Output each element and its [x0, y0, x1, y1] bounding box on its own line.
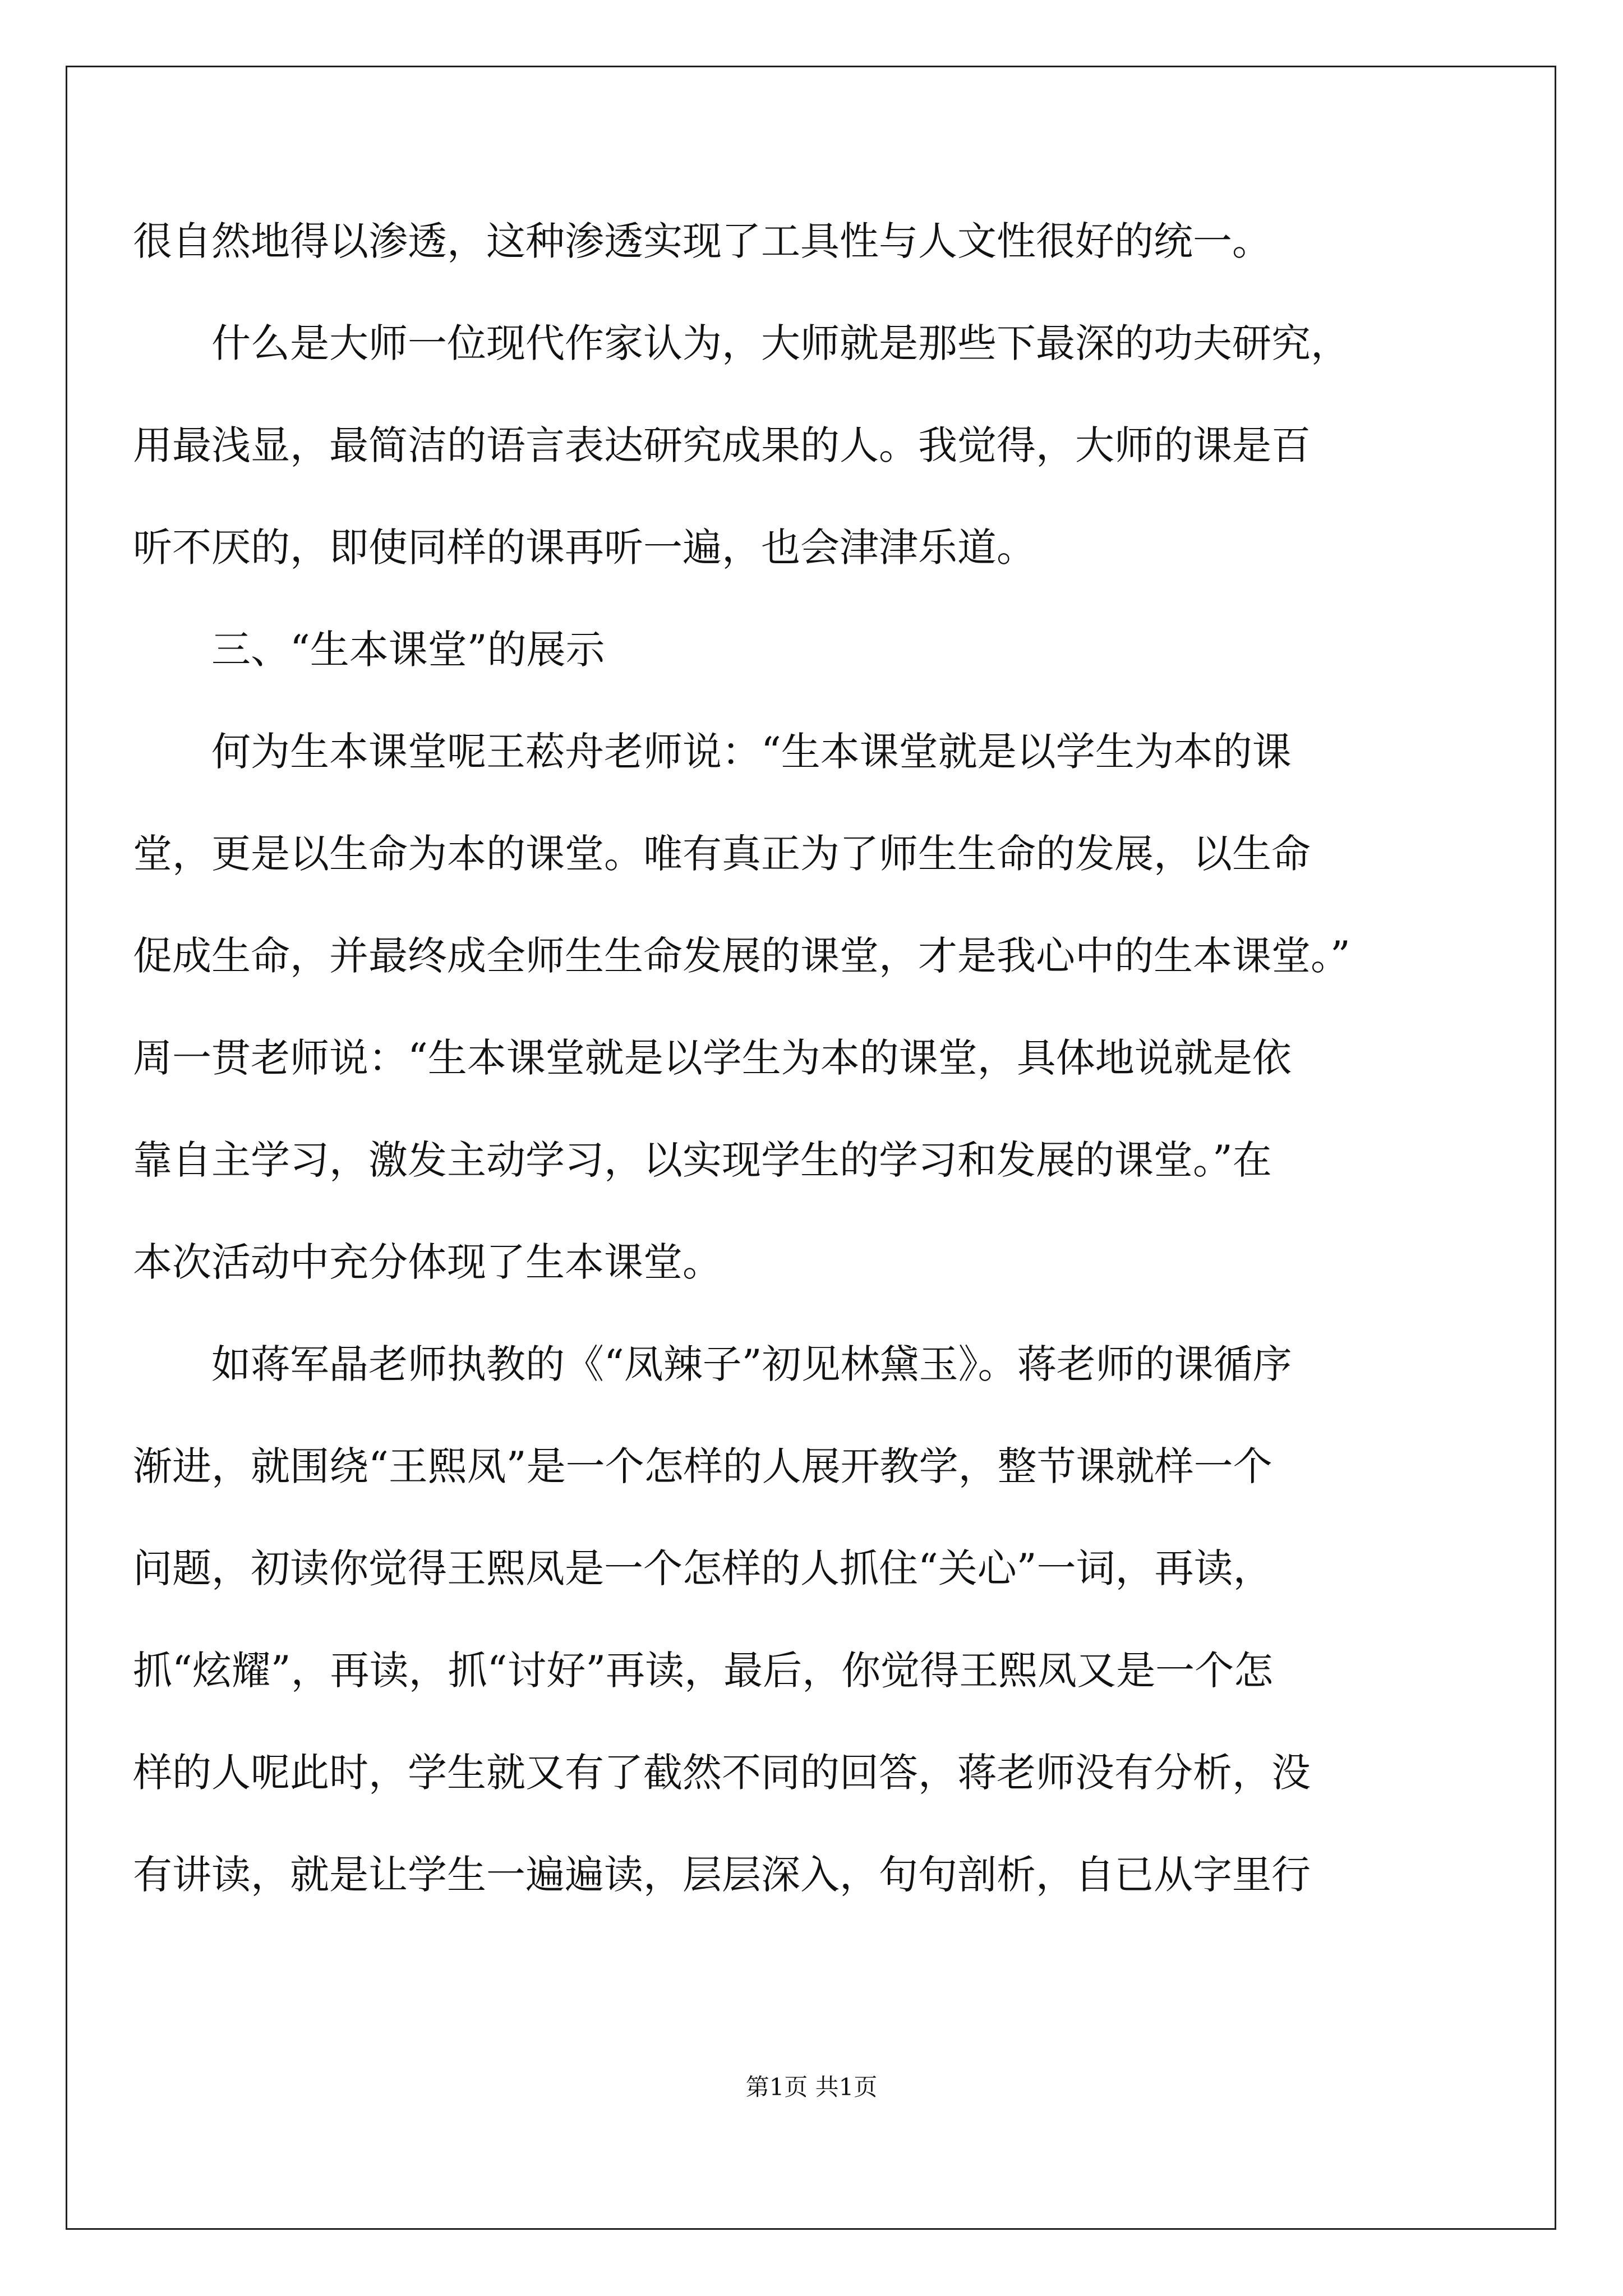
text-line: 用最浅显，最简洁的语言表达研究成果的人。我觉得，大师的课是百: [133, 422, 1311, 468]
text-line: 很自然地得以渗透，这种渗透实现了工具性与人文性很好的统一。: [133, 218, 1271, 264]
text-line: 靠自主学习，激发主动学习，以实现学生的学习和发展的课堂。”在: [133, 1137, 1272, 1183]
text-line: 如蒋军晶老师执教的《“凤辣子”初见林黛玉》。蒋老师的课循序: [211, 1341, 1292, 1387]
text-line: 样的人呢此时，学生就又有了截然不同的回答，蒋老师没有分析，没: [133, 1750, 1311, 1796]
text-line: 抓“炫耀”，再读，抓“讨好”再读，最后，你觉得王熙凤又是一个怎: [133, 1648, 1274, 1694]
text-line: 本次活动中充分体现了生本课堂。: [133, 1239, 722, 1285]
text-line: 听不厌的，即使同样的课再听一遍，也会津津乐道。: [133, 524, 1036, 570]
text-line: 堂，更是以生命为本的课堂。唯有真正为了师生生命的发展，以生命: [133, 831, 1311, 877]
text-line: 促成生命，并最终成全师生生命发展的课堂，才是我心中的生本课堂。”: [133, 933, 1350, 979]
text-line: 周一贯老师说：“生本课堂就是以学生为本的课堂，具体地说就是依: [133, 1035, 1292, 1081]
text-line: 何为生本课堂呢王菘舟老师说：“生本课堂就是以学生为本的课: [211, 729, 1292, 775]
section-heading: 三、“生本课堂”的展示: [211, 627, 605, 673]
text-line: 渐进，就围绕“王熙凤”是一个怎样的人展开教学，整节课就样一个: [133, 1443, 1272, 1489]
text-line: 问题，初读你觉得王熙凤是一个怎样的人抓住“关心”一词，再读，: [133, 1545, 1272, 1591]
page-footer: 第1页 共1页: [745, 2073, 878, 2101]
text-line: 什么是大师一位现代作家认为，大师就是那些下最深的功夫研究，: [211, 320, 1350, 366]
text-line: 有讲读，就是让学生一遍遍读，层层深入，句句剖析，自已从字里行: [133, 1852, 1311, 1898]
